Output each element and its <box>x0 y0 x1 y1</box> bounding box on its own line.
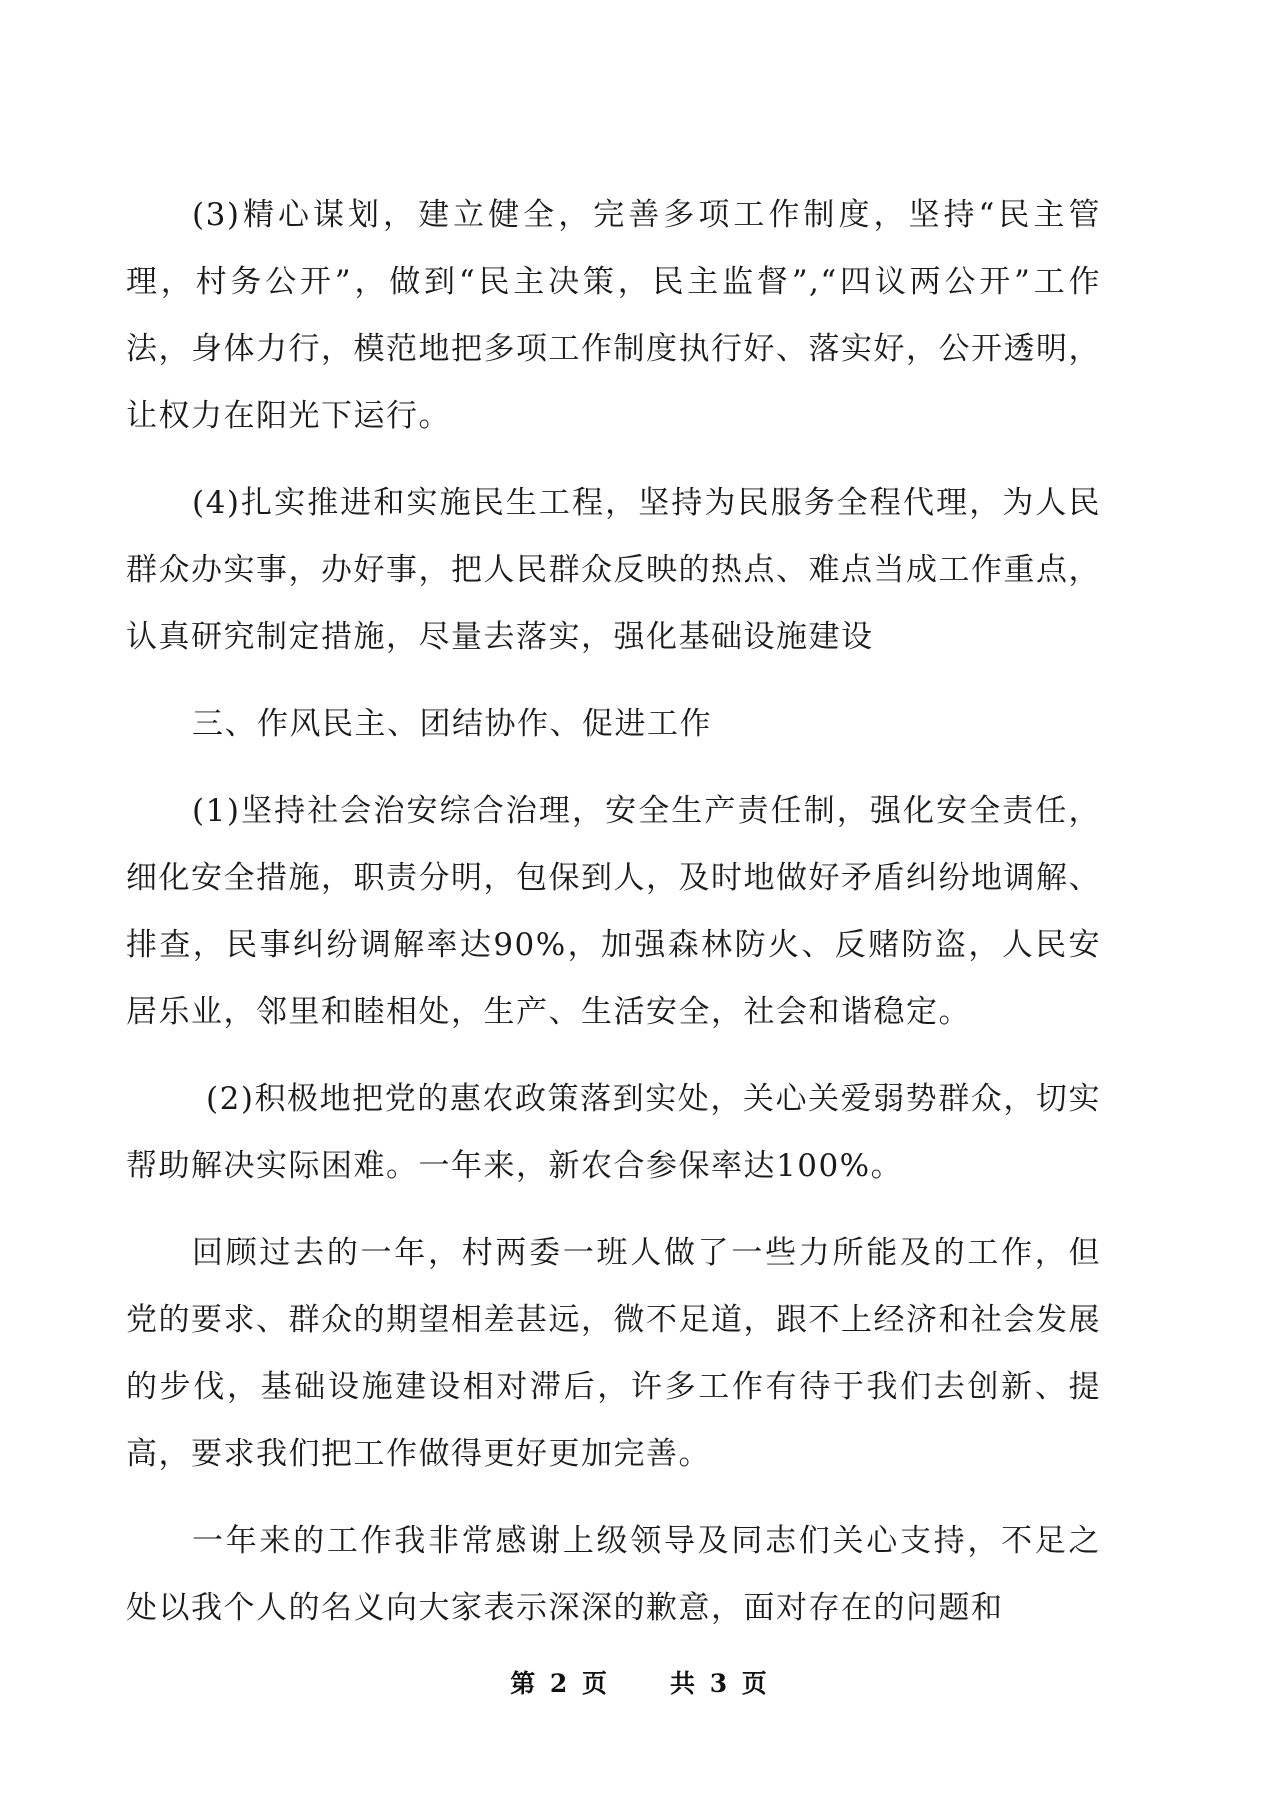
document-body <box>126 182 1101 1662</box>
current-page-label: 第 2 页 <box>510 1669 610 1698</box>
paragraph-item-4: (4)扎实推进和实施民生工程，坚持为民服务全程代理，为人民群众办实事，办好事，把人民群众反映的热点、难点当成工作重点，认真研究制定措施，尽量去落实，强化基础设施建设 <box>126 485 1101 655</box>
paragraph-thanks: 一年来的工作我非常感谢上级领导及同志们关心支持，不足之处以我个人的名义向大家表示深深的歉意，面对存在的问题和 <box>126 1523 1101 1626</box>
paragraph-review: 回顾过去的一年，村两委一班人做了一些力所能及的工作，但党的要求、群众的期望相差甚远，微不足道，跟不上经济和社会发展的步伐，基础设施建设相对滞后，许多工作有待于我们去创新、提高，要求我们把工作做得更好更加完善。 <box>126 1235 1101 1472</box>
page-footer <box>0 1664 1280 1700</box>
paragraph-item-3: (3)精心谋划，建立健全，完善多项工作制度，坚持“民主管理，村务公开”，做到“民主决策，民主监督”,“四议两公开”工作法，身体力行，模范地把多项工作制度执行好、落实好，公开透明，让权力在阳光下运行。 <box>126 197 1101 434</box>
paragraph-item-2: (2)积极地把党的惠农政策落到实处，关心关爱弱势群众，切实帮助解决实际困难。一年来，新农合参保率达100%。 <box>126 1081 1101 1184</box>
total-pages-label: 共 3 页 <box>670 1669 770 1698</box>
paragraph-item-1: (1)坚持社会治安综合治理，安全生产责任制，强化安全责任，细化安全措施，职责分明，包保到人，及时地做好矛盾纠纷地调解、排查，民事纠纷调解率达90%，加强森林防火、反赌防盗，人民安居乐业，邻里和睦相处，生产、生活安全，社会和谐稳定。 <box>126 793 1101 1030</box>
section-heading: 三、作风民主、团结协作、促进工作 <box>192 706 712 742</box>
